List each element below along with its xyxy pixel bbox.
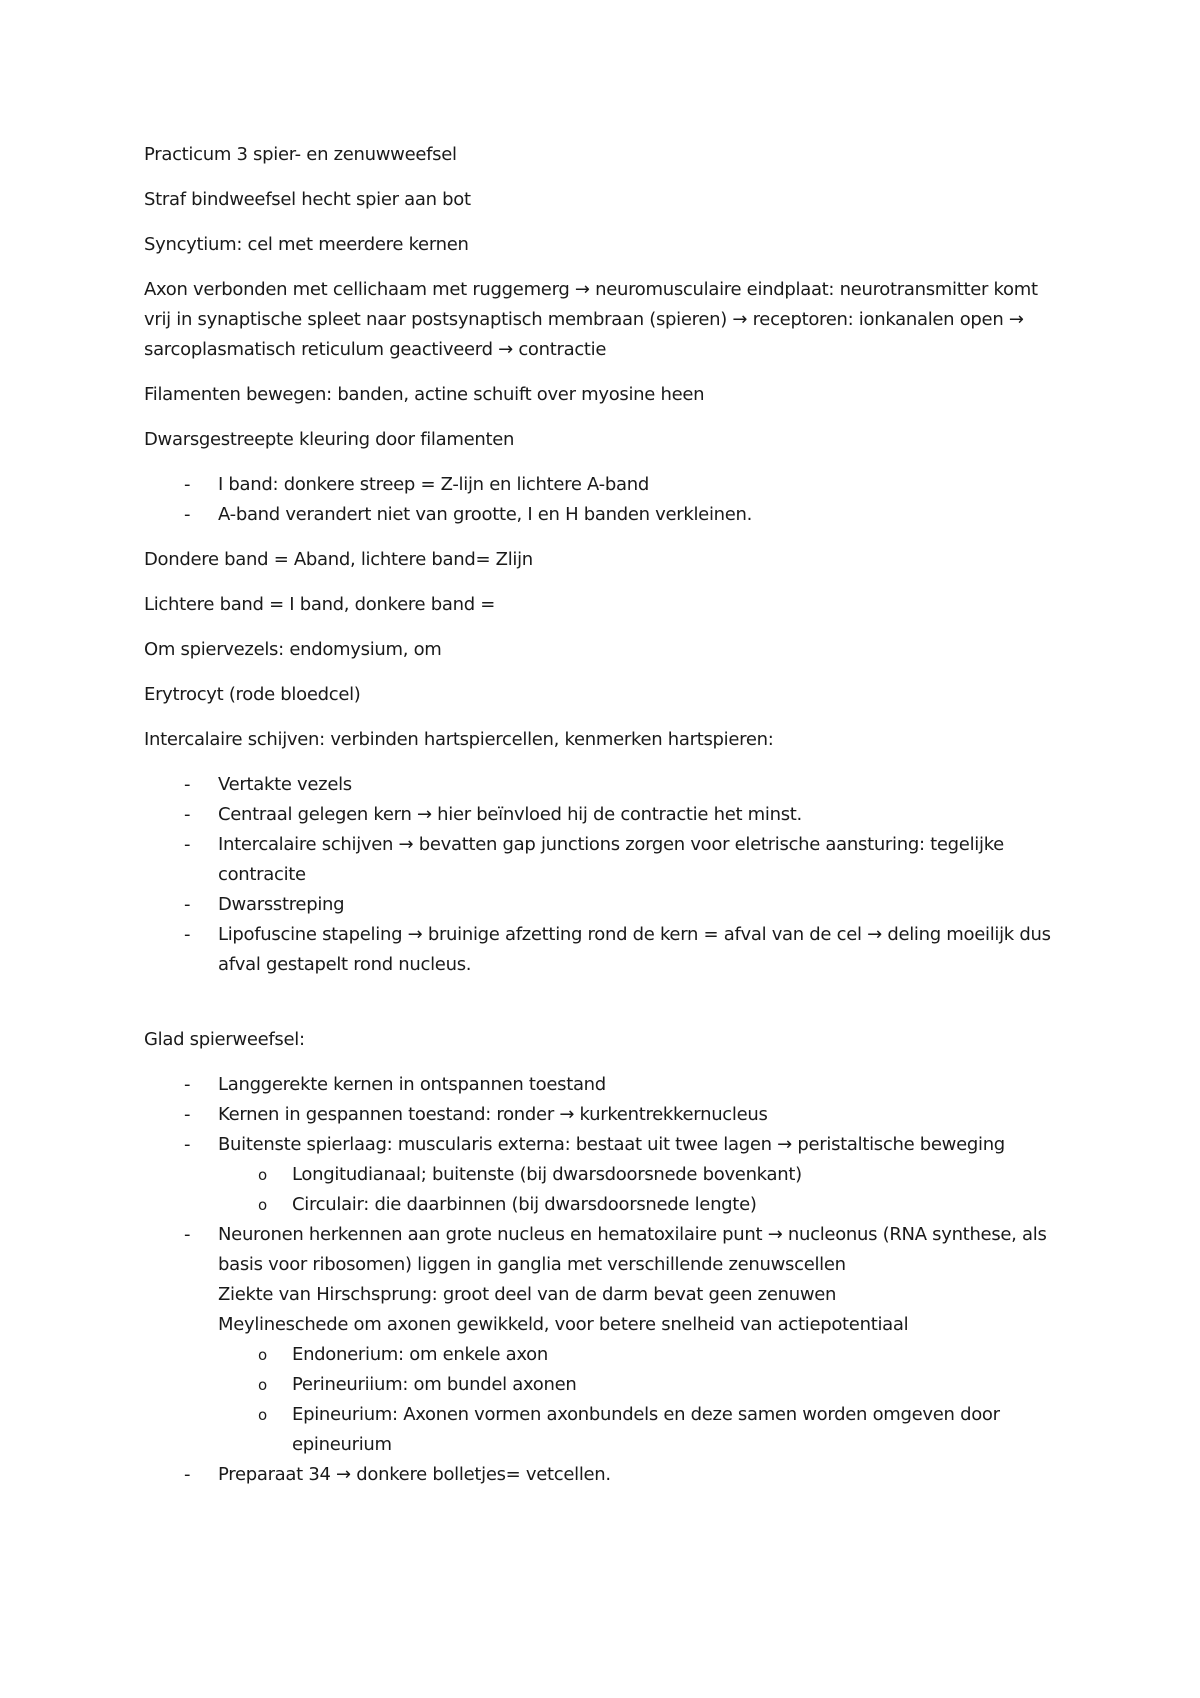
sub-list-item [218, 1160, 1064, 1190]
circle-marker: o [258, 1346, 267, 1364]
circle-marker: o [258, 1376, 267, 1394]
sub-list-item-text: Perineuriium: om bundel axonen [292, 1374, 577, 1395]
paragraph: Intercalaire schijven: verbinden hartspiercellen, kenmerken hartspieren: [144, 729, 774, 750]
paragraph: Dondere band = Aband, lichtere band= Zlijn [144, 549, 533, 570]
list-item-text: A-band verandert niet van grootte, I en H banden verkleinen. [218, 504, 753, 525]
sub-list-item [218, 1340, 1064, 1370]
list-item [144, 1070, 1064, 1100]
paragraph: Syncytium: cel met meerdere kernen [144, 234, 469, 255]
list-item [144, 470, 1064, 500]
list-item [144, 800, 1064, 830]
sub-list-item-text: Longitudianaal; buitenste (bij dwarsdoorsnede bovenkant) [292, 1164, 802, 1185]
sub-list-item-text: Endonerium: om enkele axon [292, 1344, 548, 1365]
paragraph: Dwarsgestreepte kleuring door filamenten [144, 429, 515, 450]
circle-marker: o [258, 1196, 267, 1214]
sub-list [218, 1160, 1064, 1220]
section-heading: Glad spierweefsel: [144, 1029, 305, 1050]
sub-list-item [218, 1370, 1064, 1400]
list-item [144, 920, 1064, 980]
list-item [144, 830, 1064, 890]
bullet-list [144, 1070, 1064, 1490]
list-item [144, 1460, 1064, 1490]
document-page [144, 140, 1064, 1505]
dash-marker: - [184, 504, 191, 525]
document-title: Practicum 3 spier- en zenuwweefsel [144, 144, 457, 165]
paragraph: Om spiervezels: endomysium, om [144, 639, 442, 660]
paragraph: Axon verbonden met cellichaam met ruggemerg → neuromusculaire eindplaat: neurotransmitter komt vrij in synaptische spleet naar postsynaptisch membraan (spieren) → receptoren: ionkanalen open → sarcoplasmatisch reticulum geactiveerd → contractie [144, 279, 1044, 360]
list-item [144, 770, 1064, 800]
sub-list-item-text: Circulair: die daarbinnen (bij dwarsdoorsnede lengte) [292, 1194, 757, 1215]
list-item-text: I band: donkere streep = Z-lijn en lichtere A-band [218, 474, 649, 495]
list-item-text: Intercalaire schijven → bevatten gap junctions zorgen voor eletrische aansturing: tegelijke contracite [218, 834, 1004, 885]
list-item-text: Kernen in gespannen toestand: ronder → kurkentrekkernucleus [218, 1104, 768, 1125]
dash-marker: - [184, 834, 191, 855]
list-item-text: Vertakte vezels [218, 774, 352, 795]
bullet-list [144, 770, 1064, 980]
dash-marker: - [184, 804, 191, 825]
dash-marker: - [184, 924, 191, 945]
paragraph: Erytrocyt (rode bloedcel) [144, 684, 361, 705]
circle-marker: o [258, 1166, 267, 1184]
list-item [144, 1220, 1064, 1460]
list-item-text: Preparaat 34 → donkere bolletjes= vetcellen. [218, 1464, 611, 1485]
sub-list-item-text: Epineurium: Axonen vormen axonbundels en deze samen worden omgeven door epineurium [292, 1404, 1000, 1455]
dash-marker: - [184, 1134, 191, 1155]
dash-marker: - [184, 1464, 191, 1485]
dash-marker: - [184, 894, 191, 915]
list-item [144, 1130, 1064, 1220]
sub-list [218, 1340, 1064, 1460]
list-item-continuation: Ziekte van Hirschsprung: groot deel van de darm bevat geen zenuwen [218, 1284, 837, 1305]
list-item-text: Centraal gelegen kern → hier beïnvloed hij de contractie het minst. [218, 804, 802, 825]
dash-marker: - [184, 474, 191, 495]
list-item-continuation: Meylineschede om axonen gewikkeld, voor betere snelheid van actiepotentiaal [218, 1314, 909, 1335]
list-item-text: Langgerekte kernen in ontspannen toestand [218, 1074, 606, 1095]
list-item-text: Neuronen herkennen aan grote nucleus en hematoxilaire punt → nucleonus (RNA synthese, als basis voor ribosomen) liggen in ganglia met verschillende zenuwscellen [218, 1224, 1047, 1275]
dash-marker: - [184, 1104, 191, 1125]
list-item-text: Lipofuscine stapeling → bruinige afzetting rond de kern = afval van de cel → deling moeilijk dus afval gestapelt rond nucleus. [218, 924, 1051, 975]
dash-marker: - [184, 1224, 191, 1245]
list-item-text: Dwarsstreping [218, 894, 345, 915]
circle-marker: o [258, 1406, 267, 1424]
bullet-list [144, 470, 1064, 530]
paragraph: Straf bindweefsel hecht spier aan bot [144, 189, 471, 210]
paragraph: Lichtere band = I band, donkere band = [144, 594, 496, 615]
dash-marker: - [184, 774, 191, 795]
sub-list-item [218, 1190, 1064, 1220]
sub-list-item [218, 1400, 1064, 1460]
list-item [144, 500, 1064, 530]
list-item [144, 890, 1064, 920]
list-item-text: Buitenste spierlaag: muscularis externa: bestaat uit twee lagen → peristaltische beweging [218, 1134, 1005, 1155]
dash-marker: - [184, 1074, 191, 1095]
paragraph: Filamenten bewegen: banden, actine schuift over myosine heen [144, 384, 705, 405]
list-item [144, 1100, 1064, 1130]
